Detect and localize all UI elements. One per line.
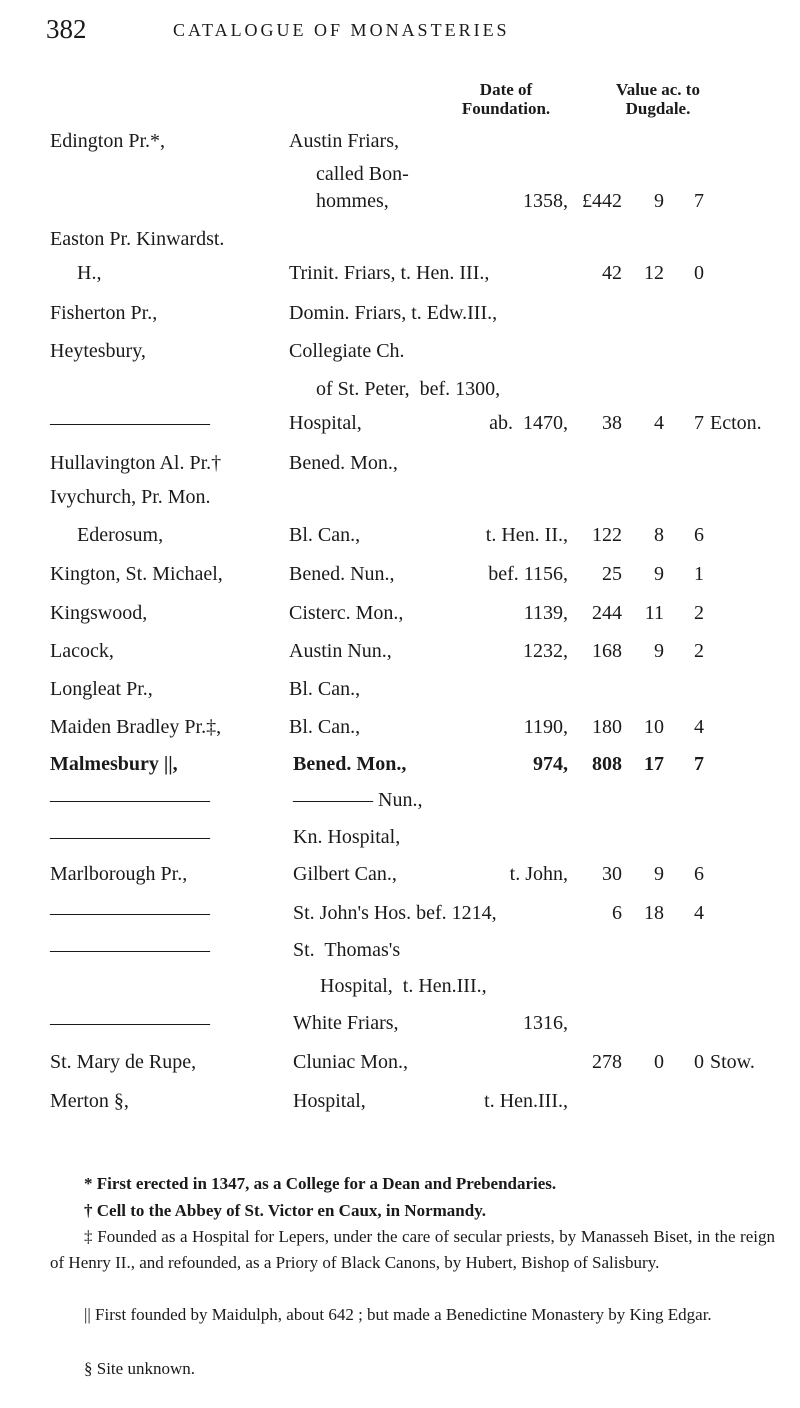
table-row: [0, 412, 800, 450]
value-pounds: 180: [592, 716, 622, 738]
value-shillings: 10: [644, 716, 664, 738]
order-name: hommes,: [316, 190, 389, 212]
table-row: [0, 789, 800, 827]
order-name: Cisterc. Mon.,: [289, 602, 404, 624]
order-name: Bened. Mon.,: [289, 452, 398, 474]
table-row: [0, 902, 800, 940]
foundation-date: 1232,: [523, 640, 568, 662]
table-row: [0, 975, 800, 1013]
house-name: ————————: [50, 412, 210, 434]
house-name: St. Mary de Rupe,: [50, 1051, 197, 1073]
order-name: St. John's Hos. bef. 1214,: [293, 902, 497, 924]
table-row: [0, 486, 800, 524]
date-header-line1: Date of: [479, 80, 533, 99]
value-shillings: 9: [654, 190, 664, 212]
foundation-date: t. John,: [509, 863, 568, 885]
order-name: Austin Nun.,: [289, 640, 392, 662]
house-name: Edington Pr.*,: [50, 130, 166, 152]
foundation-date: 974,: [533, 753, 568, 775]
table-row: [0, 452, 800, 490]
order-name: Bened. Mon.,: [293, 753, 407, 775]
value-pounds: 122: [592, 524, 622, 546]
house-name: Easton Pr. Kinwardst.: [50, 228, 225, 250]
running-head: CATALOGUE OF MONASTERIES: [173, 20, 510, 40]
table-row: [0, 302, 800, 340]
footnote: ‡ Founded as a Hospital for Lepers, under the care of secular priests, by Manasseh Biset, in the reign of Henry II., and refounded, as a Priory of Black Canons, by Hubert, Bishop of Salisbury.: [50, 1227, 775, 1272]
house-name: Kington, St. Michael,: [50, 563, 223, 585]
value-shillings: 11: [644, 602, 664, 624]
foundation-date: 1316,: [523, 1012, 568, 1034]
value-pence: 2: [694, 602, 704, 624]
value-shillings: 9: [654, 640, 664, 662]
value-shillings: 8: [654, 524, 664, 546]
foundation-date: bef. 1156,: [488, 563, 568, 585]
table-row: [0, 678, 800, 716]
value-pounds: 278: [592, 1051, 622, 1073]
value-pence: 7: [694, 412, 704, 434]
order-name: Gilbert Can.,: [293, 863, 397, 885]
table-row: [0, 939, 800, 977]
footnote: † Cell to the Abbey of St. Victor en Caux, in Normandy.: [84, 1201, 487, 1220]
value-pounds: 168: [592, 640, 622, 662]
house-name: Fisherton Pr.,: [50, 302, 158, 324]
value-pence: 6: [694, 524, 704, 546]
foundation-date: ab. 1470,: [489, 412, 568, 434]
house-name: Merton §,: [50, 1090, 129, 1112]
order-name: Hospital,: [293, 1090, 366, 1112]
house-name: ————————: [50, 1012, 210, 1034]
order-name: Kn. Hospital,: [293, 826, 401, 848]
value-header-line2: Dugdale.: [625, 99, 691, 118]
value-shillings: 12: [644, 262, 664, 284]
value-shillings: 4: [654, 412, 664, 434]
table-row: [0, 190, 800, 228]
value-pounds: 38: [602, 412, 622, 434]
value-shillings: 17: [644, 753, 664, 775]
value-header-line1: Value ac. to: [616, 80, 700, 99]
house-name: Hullavington Al. Pr.†: [50, 452, 222, 474]
house-name: Longleat Pr.,: [50, 678, 153, 700]
value-pounds: 42: [602, 262, 622, 284]
house-name: Maiden Bradley Pr.‡,: [50, 716, 222, 738]
order-name: Hospital,: [289, 412, 362, 434]
table-row: [0, 753, 800, 791]
house-name: Lacock,: [50, 640, 114, 662]
house-name: ————————: [50, 939, 210, 961]
house-name: Kingswood,: [50, 602, 148, 624]
value-pence: 7: [694, 190, 704, 212]
table-row: [0, 826, 800, 864]
value-pence: 7: [694, 753, 704, 775]
value-shillings: 18: [644, 902, 664, 924]
order-name: Cluniac Mon.,: [293, 1051, 408, 1073]
value-pounds: 25: [602, 563, 622, 585]
order-name: Domin. Friars, t. Edw.III.,: [289, 302, 498, 324]
value-pence: 2: [694, 640, 704, 662]
order-name: of St. Peter, bef. 1300,: [316, 378, 501, 400]
order-name: Hospital, t. Hen.III.,: [320, 975, 487, 997]
table-row: [0, 262, 800, 300]
foundation-date: t. Hen. II.,: [485, 524, 568, 546]
page-number: 382: [46, 14, 87, 44]
footnote: * First erected in 1347, as a College for a Dean and Prebendaries.: [84, 1174, 557, 1193]
house-name: ————————: [50, 902, 210, 924]
table-row: [0, 1051, 800, 1089]
order-name: White Friars,: [293, 1012, 399, 1034]
value-pounds: 6: [612, 902, 622, 924]
house-name: Heytesbury,: [50, 340, 146, 362]
house-name: Ederosum,: [77, 524, 164, 546]
table-row: [0, 524, 800, 562]
authority: Stow.: [710, 1051, 755, 1073]
footnote: || First founded by Maidulph, about 642 ; but made a Benedictine Monastery by King Edgar.: [84, 1305, 712, 1324]
house-name: Ivychurch, Pr. Mon.: [50, 486, 211, 508]
value-shillings: 9: [654, 563, 664, 585]
order-name: ———— Nun.,: [293, 789, 423, 811]
date-column-header: [440, 80, 572, 118]
order-name: Bl. Can.,: [289, 524, 361, 546]
table-row: [0, 563, 800, 601]
foundation-date: t. Hen.III.,: [484, 1090, 568, 1112]
value-column-header: [588, 80, 728, 118]
value-pence: 1: [694, 563, 704, 585]
house-name: ————————: [50, 789, 210, 811]
table-row: [0, 1012, 800, 1050]
order-name: Austin Friars,: [289, 130, 399, 152]
table-row: [0, 340, 800, 378]
foundation-date: 1358,: [523, 190, 568, 212]
footnote: § Site unknown.: [84, 1359, 195, 1378]
table-row: [0, 863, 800, 901]
house-name: ————————: [50, 826, 210, 848]
table-row: [0, 228, 800, 266]
value-pence: 0: [694, 1051, 704, 1073]
value-pounds: 244: [592, 602, 622, 624]
table-row: [0, 716, 800, 754]
table-row: [0, 640, 800, 678]
order-name: Trinit. Friars, t. Hen. III.,: [289, 262, 490, 284]
foundation-date: 1139,: [523, 602, 568, 624]
table-row: [0, 1090, 800, 1128]
value-pence: 4: [694, 716, 704, 738]
value-pence: 4: [694, 902, 704, 924]
value-pounds: 808: [592, 753, 622, 775]
date-header-line2: Foundation.: [461, 99, 551, 118]
value-pounds: £442: [582, 190, 622, 212]
house-name: H.,: [77, 262, 102, 284]
order-name: Bened. Nun.,: [289, 563, 395, 585]
order-name: St. Thomas's: [293, 939, 401, 961]
order-name: Collegiate Ch.: [289, 340, 405, 362]
authority: Ecton.: [710, 412, 762, 434]
value-pounds: 30: [602, 863, 622, 885]
foundation-date: 1190,: [523, 716, 568, 738]
value-shillings: 0: [654, 1051, 664, 1073]
value-shillings: 9: [654, 863, 664, 885]
order-name: called Bon-: [316, 163, 409, 185]
value-pence: 6: [694, 863, 704, 885]
house-name: Malmesbury ||,: [50, 753, 178, 775]
value-pence: 0: [694, 262, 704, 284]
order-name: Bl. Can.,: [289, 678, 361, 700]
house-name: Marlborough Pr.,: [50, 863, 188, 885]
table-row: [0, 378, 800, 416]
table-row: [0, 602, 800, 640]
order-name: Bl. Can.,: [289, 716, 361, 738]
